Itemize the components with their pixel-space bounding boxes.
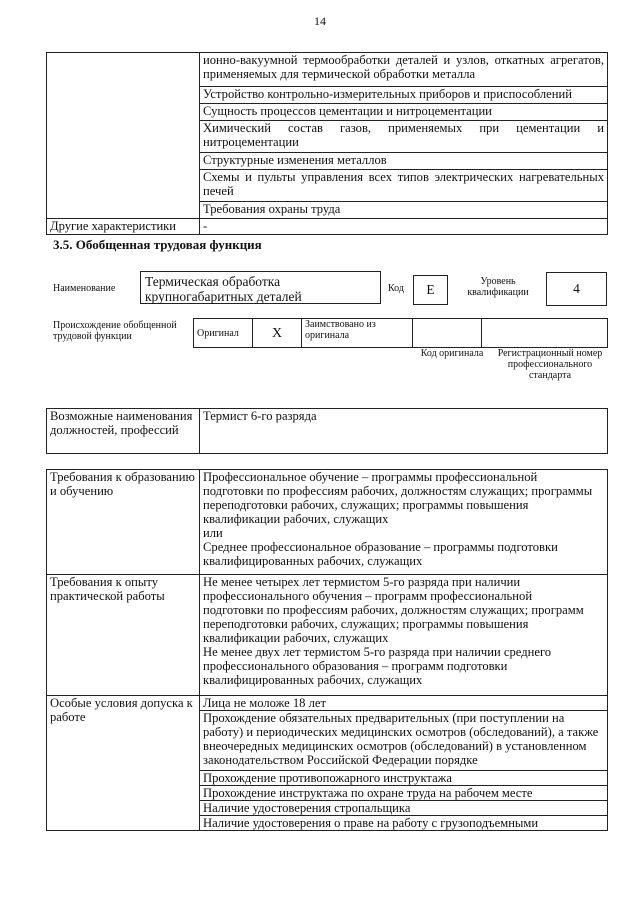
experience-line: переподготовки рабочих, служащих; программы повышения [203,617,529,631]
function-name-box: Термическая обработка крупногабаритных деталей [140,271,381,304]
knowledge-row: Химический состав газов, применяемых при цементации и нитроцементации [200,121,608,153]
experience-label: Требования к опыту практической работы [47,575,200,696]
education-line: квалификации рабочих, служащих [203,512,389,526]
knowledge-table [46,52,608,235]
education-line: подготовки по профессиям рабочих, должностям служащих; программы [203,484,593,498]
education-line: квалифицированных рабочих, служащих [203,554,423,568]
special-row: Прохождение обязательных предварительных (при поступлении на работу) и периодических медицинских осмотров (обследований), а также внеочередных медицинских осмотров (обследований) в установленном законодательством Российской Федерации порядке [200,711,608,771]
experience-line: квалификации рабочих, служащих [203,631,389,645]
special-row: Наличие удостоверения стропальщика [200,801,608,816]
other-characteristics-value: - [200,219,608,235]
reg-caption: Регистрационный номер профессионального стандарта [497,348,603,381]
experience-cell [200,575,608,696]
experience-line: Не менее четырех лет термистом 5-го разряда при наличии [203,575,521,589]
knowledge-row: Структурные изменения металлов [200,153,608,170]
special-row: Прохождение инструктажа по охране труда на рабочем месте [200,786,608,801]
special-row: Прохождение противопожарного инструктажа [200,771,608,786]
experience-line: профессионального образования – программ подготовки [203,659,508,673]
code-caption: Код оригинала [420,348,484,359]
original-label: Оригинал [194,319,253,348]
level-box: 4 [546,272,607,306]
origin-table [193,318,608,348]
code-box: E [413,275,448,305]
origin-label: Происхождение обобщенной трудовой функции [53,320,177,342]
special-row: Наличие удостоверения о праве на работу с грузоподъемными [200,816,608,831]
experience-line: профессионального обучения – программ профессиональной [203,589,533,603]
other-characteristics-label: Другие характеристики [47,219,200,235]
knowledge-row: Сущность процессов цементации и нитроцементации [200,104,608,121]
positions-value: Термист 6-го разряда [200,409,608,454]
name-label: Наименование [53,283,116,294]
positions-label: Возможные наименования должностей, профессий [47,409,200,454]
experience-line: подготовки по профессиям рабочих, должностям служащих; программ [203,603,584,617]
knowledge-row: Устройство контрольно-измерительных приборов и приспособлений [200,87,608,104]
special-label: Особые условия допуска к работе [47,696,200,831]
positions-table [46,408,608,454]
education-line: Среднее профессиональное образование – программы подготовки [203,540,558,554]
knowledge-row: ионно-вакуумной термообработки деталей и узлов, откатных агрегатов, применяемых для термической обработки металла [200,53,608,87]
requirements-table [46,469,608,831]
education-label: Требования к образованию и обучению [47,470,200,575]
education-line: Профессиональное обучение – программы профессиональной [203,470,538,484]
education-line: переподготовки рабочих, служащих; программы повышения [203,498,529,512]
original-code-cell [413,319,482,348]
code-label: Код [388,283,404,294]
experience-line: квалифицированных рабочих, служащих [203,673,423,687]
education-cell [200,470,608,575]
knowledge-label-cell [47,53,200,219]
original-mark: X [253,319,302,348]
borrowed-label: Заимствовано из оригинала [302,319,413,348]
knowledge-row: Требования охраны труда [200,202,608,219]
knowledge-row: Схемы и пульты управления всех типов электрических нагревательных печей [200,170,608,202]
section-title: 3.5. Обобщенная трудовая функция [53,237,262,252]
special-row: Лица не моложе 18 лет [200,696,608,711]
experience-line: Не менее двух лет термистом 5-го разряда при наличии среднего [203,645,552,659]
education-line: или [203,526,223,540]
reg-number-cell [482,319,608,348]
level-label: Уровень квалификации [467,276,529,298]
page-number: 14 [314,14,326,28]
